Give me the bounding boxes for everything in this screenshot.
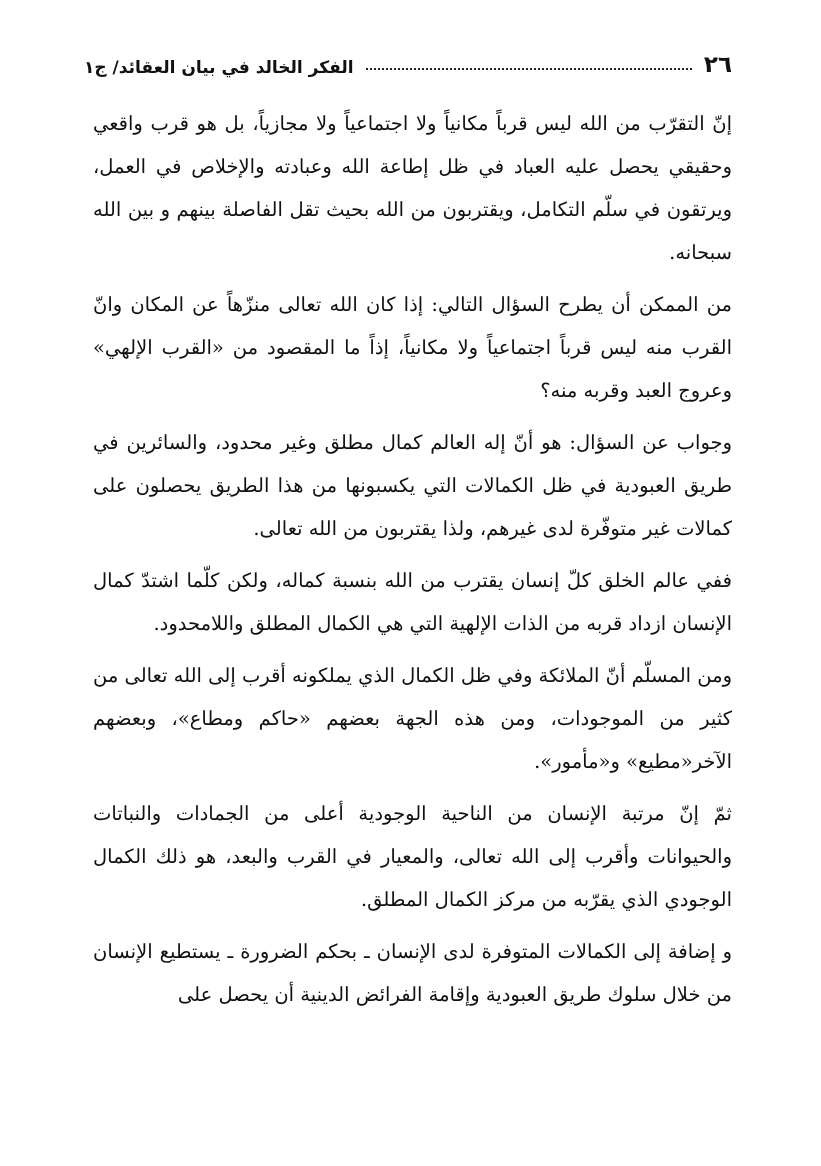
- page-header: [84, 44, 732, 78]
- paragraph-4: ففي عالم الخلق كلّ إنسان يقترب من الله بنسبة كماله، ولكن كلّما اشتدّ كمال الإنسان ازداد قربه من الذات الإلهية التي هي الكمال المطلق واللامحدود.: [93, 569, 732, 635]
- paragraph-5: ومن المسلّم أنّ الملائكة وفي ظل الكمال الذي يملكونه أقرب إلى الله تعالى من كثير من الموجودات، ومن هذه الجهة بعضهم «حاكم ومطاع»، وبعضهم الآخر«مطيع» و«مأمور».: [93, 664, 732, 773]
- paragraph-7: و إضافة إلى الكمالات المتوفرة لدى الإنسان ـ بحكم الضرورة ـ يستطيع الإنسان من خلال سلوك طريق العبودية وإقامة الفرائض الدينية أن يحصل على: [93, 940, 732, 1006]
- page-number: ٢٦: [703, 52, 732, 78]
- paragraph-1: إنّ التقرّب من الله ليس قرباً مكانياً ولا اجتماعياً ولا مجازياً، بل هو قرب واقعي وحقيقي يحصل عليه العباد في ظل إطاعة الله وعبادته والإخلاص في العمل، ويرتقون في سلّم التكامل، ويقتربون من الله بحيث تقل الفاصلة بينهم و بين الله سبحانه.: [93, 112, 732, 264]
- page-body: [93, 102, 732, 1016]
- paragraph-2: من الممكن أن يطرح السؤال التالي: إذا كان الله تعالى منزّهاً عن المكان وانّ القرب منه ليس قرباً اجتماعياً ولا مكانياً، إذاً ما المقصود من «القرب الإلهي» وعروج العبد وقربه منه؟: [93, 293, 732, 402]
- paragraph-6: ثمّ إنّ مرتبة الإنسان من الناحية الوجودية أعلى من الجمادات والنباتات والحيوانات وأقرب إلى الله تعالى، والمعيار في القرب والبعد، هو ذلك الكمال الوجودي الذي يقرّبه من مركز الكمال المطلق.: [93, 802, 732, 911]
- paragraph-3: وجواب عن السؤال: هو أنّ إله العالم كمال مطلق وغير محدود، والسائرين في طريق العبودية في ظل الكمالات التي يكسبونها من هذا الطريق يحصلون على كمالات غير متوفّرة لدى غيرهم، ولذا يقتربون من الله تعالى.: [93, 431, 732, 540]
- header-dotted-leader: [366, 68, 692, 70]
- running-title: الفكر الخالد في بيان العقائد/ ج١: [84, 58, 354, 78]
